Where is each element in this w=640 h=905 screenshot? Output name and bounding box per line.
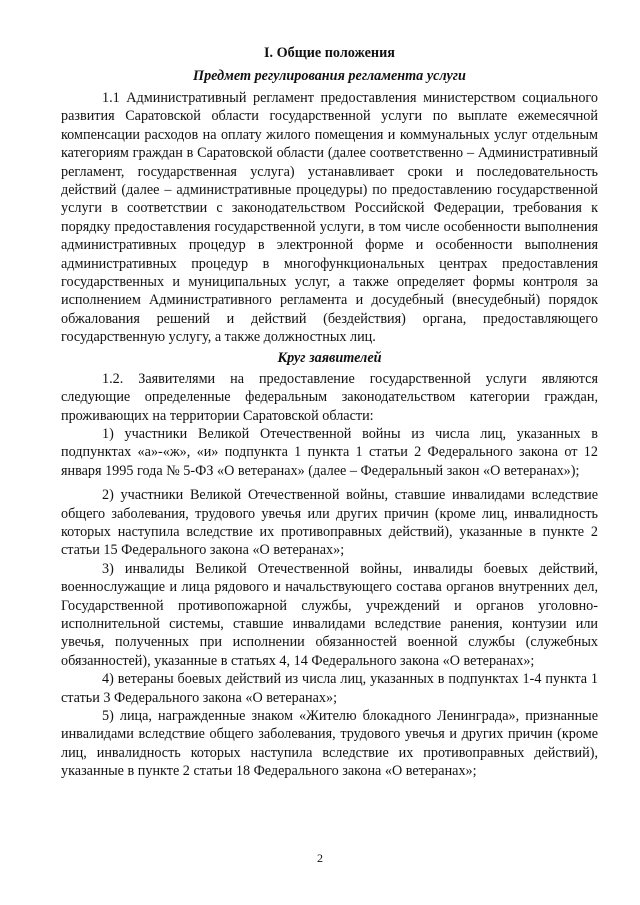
page-number: 2 bbox=[317, 851, 323, 865]
list-item-4: 4) ветераны боевых действий из числа лиц, указанных в подпунктах 1-4 пункта 1 статьи 3 Федерального закона «О ветеранах»; bbox=[61, 671, 598, 706]
page-content bbox=[61, 44, 598, 781]
subsection-title-scope: Предмет регулирования регламента услуги bbox=[193, 68, 466, 84]
subsection-title-applicants: Круг заявителей bbox=[277, 349, 382, 366]
section-title: I. Общие положения bbox=[264, 45, 395, 61]
list-item-2: 2) участники Великой Отечественной войны, ставшие инвалидами вследствие общего заболевания, трудового увечья или других причин (кроме лиц, инвалидность которых наступила вследствие их противоправных действий), указанные в пункте 2 статьи 15 Федерального закона «О ветеранах»; bbox=[61, 487, 598, 559]
list-item-5: 5) лица, награжденные знаком «Жителю блокадного Ленинграда», признанные инвалидами вследствие общего заболевания, трудового увечья и других причин (кроме лиц, инвалидность которых наступила вследствие их противоправных действий), указанные в пункте 2 статьи 18 Федерального закона «О ветеранах»; bbox=[61, 708, 598, 780]
paragraph-1-2: 1.2. Заявителями на предоставление государственной услуги являются следующие определенные федеральным законодательством категории граждан, проживающих на территории Саратовской области: bbox=[61, 370, 598, 424]
list-item-3: 3) инвалиды Великой Отечественной войны, инвалиды боевых действий, военнослужащие и лица рядового и начальствующего состава органов внутренних дел, Государственной противопожарной службы, учреждений и органов уголовно-исполнительной системы, ставшие инвалидами вследствие ранения, контузии или увечья, полученных при исполнении обязанностей военной службы (служебных обязанностей), указанные в статьях 4, 14 Федерального закона «О ветеранах»; bbox=[61, 560, 598, 669]
list-item-1: 1) участники Великой Отечественной войны из числа лиц, указанных в подпунктах «а»-«ж», «и» подпункта 1 пункта 1 статьи 2 Федерального закона от 12 января 1995 года № 5-ФЗ «О ветеранах» (далее – Федеральный закон «О ветеранах»); bbox=[61, 425, 598, 479]
paragraph-1-1: 1.1 Административный регламент предоставления министерством социального развития Саратовской области государственной услуги по выплате ежемесячной компенсации расходов на оплату жилого помещения и коммунальных услуг отдельным категориям граждан в Саратовской области (далее соответственно – Административный регламент, государственная услуга) устанавливает сроки и последовательность действий (далее – административные процедуры) по предоставлению государственной услуги в соответствии с законодательством Российской Федерации, требования к порядку предоставления государственной услуги, в том числе особенности выполнения административных процедур в электронной форме и особенности выполнения административных процедур в многофункциональных центрах предоставления государственных и муниципальных услуг, а также определяет формы контроля за исполнением Административного регламента и досудебный (внесудебный) порядок обжалования решений и действий (бездействия) органа, предоставляющего государственную услугу, а также должностных лиц. bbox=[61, 90, 598, 346]
